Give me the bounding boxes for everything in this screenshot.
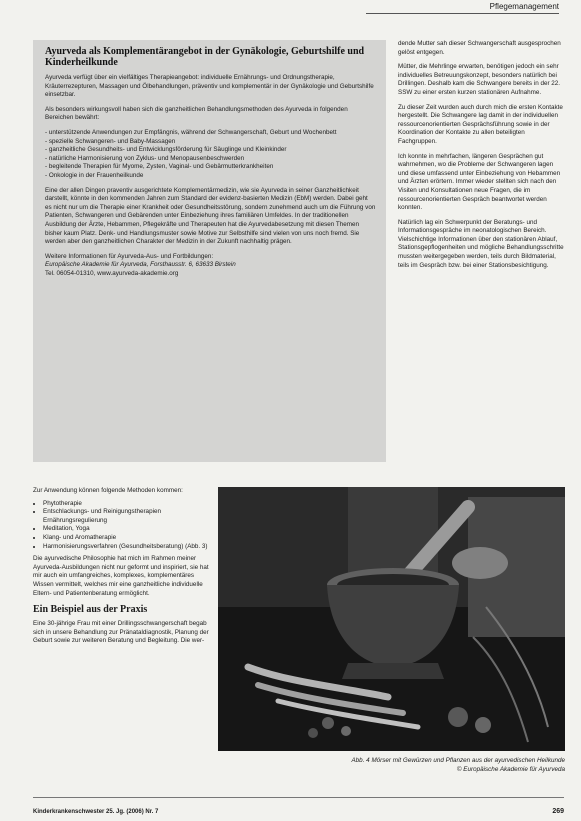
mortar-illustration xyxy=(218,487,565,751)
mortar-photo xyxy=(218,487,565,751)
info-contact: Tel. 06054-01310, www.ayurveda-akademie.org xyxy=(45,269,179,277)
right-paragraph: Zu dieser Zeit wurden auch durch mich die ersten Kontakte hergestellt. Die Schwangere lag damit in der individuellen ressourcenorientierten Gesprächsführung sowie in der Koordination der Kontakte zu allen beteiligten Fachgruppen. xyxy=(398,103,563,145)
section-header: Pflegemanagement xyxy=(489,2,559,11)
right-paragraph: Ich konnte in mehrfachen, längeren Gesprächen gut wahrnehmen, wo die Probleme der Schwangeren lagen und diese umfassend unter Einbeziehung von Hebammen und Ärzten erörtern. Immer wieder stellten sich nach den Visiten und Konsultationen neue Fragen, die im ressourcenorientierten Gespräch beantwortet werden konnten. xyxy=(398,152,561,212)
list-item: • Entschlackungs- und Reinigungstherapien Ernährungsregulierung xyxy=(43,508,209,525)
list-item: - natürliche Harmonisierung von Zyklus- und Menopausenbeschwerden xyxy=(45,154,245,162)
list-item: • Klang- und Aromatherapie xyxy=(43,534,209,543)
info-box xyxy=(33,40,386,462)
info-label: Weitere Informationen für Ayurveda-Aus- und Fortbildungen: xyxy=(45,252,214,260)
box-intro: Ayurveda verfügt über ein vielfältiges Therapieangebot: individuelle Ernährungs- und Ordnungstherapie, Kräuterrezepturen, Massagen und Ölbehandlungen, präventiv und komplementär in der Gynäkologie und Geburtshilfe einsetzbar. xyxy=(45,74,374,99)
list-item: • Phytotherapie xyxy=(43,500,209,509)
caption-text: Abb. 4 Mörser mit Gewürzen und Pflanzen aus der ayurvedischen Heilkunde xyxy=(351,757,565,764)
box-list-intro: Als besonders wirkungsvoll haben sich die ganzheitlichen Behandlungsmethoden des Ayurveda in folgenden Bereichen bewährt: xyxy=(45,105,348,122)
list-item: - Onkologie in der Frauenheilkunde xyxy=(45,171,144,179)
list-item: • Meditation, Yoga xyxy=(43,525,209,534)
right-paragraph: dende Mutter sah dieser Schwangerschaft ausgesprochen gelöst entgegen. xyxy=(398,40,561,56)
left-paragraph: Die ayurvedische Philosophie hat mich im Rahmen meiner Ayurveda-Ausbildungen nicht nur geformt und inspiriert, sie hat mir auch ein umfangreiches, komplexes, komplementäres Wissen vermittelt, welches mir eine ganzheitliche individuelle Eltern- und Patientenberatung ermöglicht. xyxy=(33,555,209,597)
box-paragraph: Eine der allen Dingen praventiv ausgerichtete Komplementärmedizin, wie sie Ayurveda in seiner Ganzheitlichkeit darstellt, könnte in den kommenden Jahren zum Standard der evidenz-basierten Medizin (EbM) werden. Dabei geht es nicht nur um die Therapie einer Krankheit oder Gesundheitsstörung, sondern zunehmend auch um die Führung von Patienten, Schwangeren und Gebärenden unter Einbeziehung ihres familiären Umfeldes. In der traditionellen Ausbildung der Ärzte, Hebammen, Pflegekräfte und Therapeuten hat die Ayurvedabesetzung mit diesen Themen bisher kaum Platz. Denk- und Handlungsmuster sowie Motive zur Selbsthilfe sind vielen von uns noch fremd. Sie werden aber den ganzheitlichen Charakter der Medizin in der Zukunft nachhaltig prägen. xyxy=(45,186,376,246)
list-item: • Harmonisierungsverfahren (Gesundheitsberatung) (Abb. 3) xyxy=(43,543,209,552)
list-item: - unterstützende Anwendungen zur Empfängnis, während der Schwangerschaft, Geburt und Wochenbett xyxy=(45,128,337,136)
header-rule xyxy=(366,13,559,14)
list-item: - spezielle Schwangeren- und Baby-Massagen xyxy=(45,137,176,145)
methods-list xyxy=(33,500,209,552)
figure-caption xyxy=(218,757,565,774)
page-number: 269 xyxy=(552,808,564,815)
caption-credit: © Europäische Akademie für Ayurveda xyxy=(456,765,565,773)
list-item: - ganzheitliche Gesundheits- und Entwicklungsförderung für Säuglinge und Kleinkinder xyxy=(45,146,287,154)
box-title: Ayurveda als Komplementärangebot in der Gynäkologie, Geburtshilfe und Kinderheilkunde xyxy=(45,46,365,68)
left-column xyxy=(33,487,209,650)
journal-info: Kinderkrankenschwester 25. Jg. (2006) Nr. 7 xyxy=(33,809,159,815)
box-list xyxy=(45,129,376,181)
section-heading: Ein Beispiel aus der Praxis xyxy=(33,604,148,616)
info-org: Europäische Akademie für Ayurveda, Forsthausstr. 6, 63633 Birstein xyxy=(45,261,236,269)
footer-rule xyxy=(33,797,564,798)
methods-intro: Zur Anwendung können folgende Methoden kommen: xyxy=(33,487,183,494)
right-paragraph: Mütter, die Mehrlinge erwarten, benötigen jedoch ein sehr individuelles Betreuungskonzept, besonders natürlich bei Drillingen. Deshalb kam die Schwangere bereits in der 22. SSW zu einer ersten kurzen stationären Aufnahme. xyxy=(398,63,561,96)
list-item: - begleitende Therapien für Myome, Zysten, Vaginal- und Gebärmutterkrankheiten xyxy=(45,163,274,171)
example-paragraph: Eine 30-jährige Frau mit einer Drillingsschwangerschaft begab sich in unsere Behandlung zur Pränataldiagnostik, Planung der Geburt sowie zur weiteren Beratung und Begleitung. Die wer- xyxy=(33,620,209,645)
right-paragraph: Natürlich lag ein Schwerpunkt der Beratungs- und Informationsgespräche im neonatologischen Bereich. Vielschichtige Informationen über den stationären Ablauf, Stationsgepflogenheiten und mögliche Behandlungsschritte mussten weitergegeben werden, teils durch Bildmaterial, teils im Gespräch bzw. bei einer Stationsbesichtigung. xyxy=(398,218,564,269)
right-column xyxy=(398,40,564,276)
